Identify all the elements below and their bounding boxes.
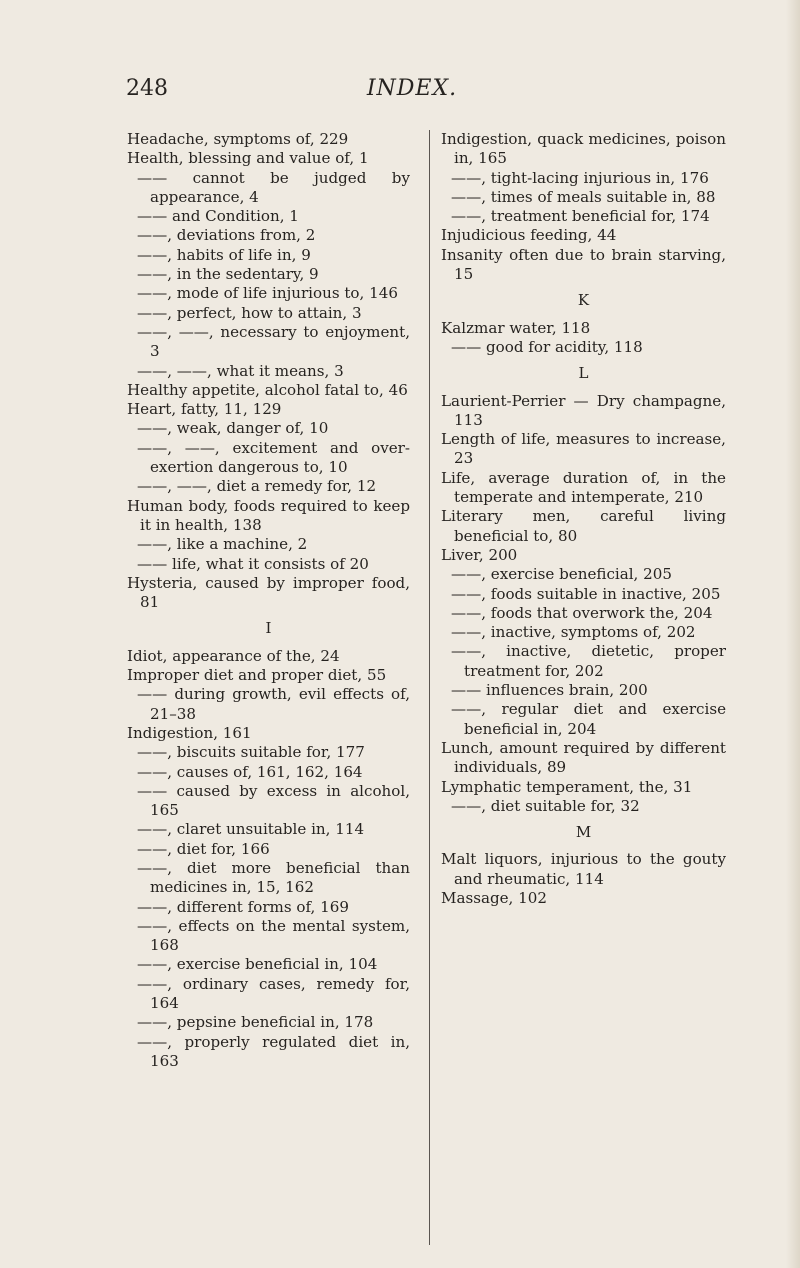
index-entry: Massage, 102 [441, 888, 547, 907]
index-subentry: ——, mode of life injurious to, 146 [137, 284, 398, 303]
index-entry: Hysteria, caused by improper food, 81 [127, 573, 410, 612]
index-subentry: ——, ——, excitement and over-exertion dangerous to, 10 [137, 438, 410, 477]
section-letter: I [265, 619, 272, 638]
index-entry: Indigestion, quack medicines, poison in, 165 [441, 130, 726, 168]
page-header [0, 76, 800, 116]
index-subentry: —— cannot be judged by appearance, 4 [137, 168, 410, 206]
index-entry: Idiot, appearance of the, 24 [127, 646, 340, 665]
index-column-right [429, 130, 726, 1245]
index-subentry: ——, ——, diet a remedy for, 12 [137, 477, 377, 496]
index-entry: Injudicious feeding, 44 [441, 226, 617, 245]
index-subentry: ——, in the sedentary, 9 [137, 265, 319, 284]
index-subentry: ——, times of meals suitable in, 88 [451, 187, 716, 206]
index-subentry: ——, ——, necessary to enjoyment, 3 [137, 322, 410, 361]
index-subentry: —— influences brain, 200 [451, 681, 648, 700]
index-subentry: ——, diet more beneficial than medicines in, 15, 162 [137, 858, 410, 897]
index-subentry: ——, diet for, 166 [137, 839, 270, 858]
index-subentry: ——, foods suitable in inactive, 205 [451, 584, 721, 603]
index-subentry: ——, exercise beneficial in, 104 [137, 955, 378, 974]
section-letter: K [577, 291, 590, 310]
index-subentry: ——, inactive, dietetic, proper treatment for, 202 [451, 642, 726, 680]
index-subentry: ——, ordinary cases, remedy for, 164 [137, 974, 410, 1013]
index-entry: Lymphatic temperament, the, 31 [441, 777, 693, 796]
page-edge-shadow [786, 0, 800, 1268]
index-subentry: ——, foods that overwork the, 204 [451, 603, 713, 622]
index-subentry: ——, deviations from, 2 [137, 226, 316, 245]
index-entry: Liver, 200 [441, 545, 518, 564]
index-subentry: ——, like a machine, 2 [137, 535, 308, 554]
index-entry: Human body, foods required to keep it in health, 138 [127, 496, 410, 534]
index-entry: Kalzmar water, 118 [441, 318, 591, 337]
page-number: 248 [126, 76, 168, 101]
index-subentry: ——, regular diet and exercise beneficial in, 204 [451, 700, 726, 738]
section-letter: M [575, 823, 592, 842]
index-subentry: ——, exercise beneficial, 205 [451, 565, 672, 584]
index-entry: Laurient-Perrier — Dry champagne, 113 [441, 391, 726, 429]
index-subentry: ——, biscuits suitable for, 177 [137, 743, 365, 762]
index-subentry: —— good for acidity, 118 [451, 337, 643, 356]
running-title: INDEX. [366, 76, 458, 101]
index-subentry: ——, causes of, 161, 162, 164 [137, 762, 363, 781]
index-subentry: ——, different forms of, 169 [137, 897, 349, 916]
index-entry: Indigestion, 161 [127, 723, 252, 742]
index-subentry: —— during growth, evil effects of, 21–38 [137, 685, 410, 723]
index-entry: Length of life, measures to increase, 23 [441, 430, 726, 468]
index-entry: Literary men, careful living beneficial to, 80 [441, 507, 726, 545]
index-subentry: ——, effects on the mental system, 168 [137, 916, 410, 955]
index-subentry: —— caused by excess in alcohol, 165 [137, 781, 410, 820]
index-subentry: ——, properly regulated diet in, 163 [137, 1032, 410, 1070]
section-letter: L [578, 364, 589, 383]
index-subentry: ——, diet suitable for, 32 [451, 796, 640, 815]
index-entry: Healthy appetite, alcohol fatal to, 46 [127, 380, 408, 399]
index-subentry: ——, pepsine beneficial in, 178 [137, 1013, 374, 1032]
index-subentry: —— life, what it consists of 20 [137, 554, 369, 573]
index-subentry: ——, weak, danger of, 10 [137, 419, 329, 438]
index-entry: Health, blessing and value of, 1 [127, 149, 369, 168]
index-subentry: ——, habits of life in, 9 [137, 245, 311, 264]
index-subentry: ——, treatment beneficial for, 174 [451, 207, 710, 226]
index-subentry: —— and Condition, 1 [137, 207, 299, 226]
index-entry: Life, average duration of, in the temperate and intemperate, 210 [441, 468, 726, 507]
index-entry: Malt liquors, injurious to the gouty and rheumatic, 114 [441, 850, 726, 888]
index-subentry: ——, perfect, how to attain, 3 [137, 303, 362, 322]
index-subentry: ——, ——, what it means, 3 [137, 361, 344, 380]
index-entry: Heart, fatty, 11, 129 [127, 400, 282, 419]
index-entry: Lunch, amount required by different individuals, 89 [441, 738, 726, 777]
index-entry: Improper diet and proper diet, 55 [127, 666, 387, 685]
index-subentry: ——, tight-lacing injurious in, 176 [451, 168, 709, 187]
index-subentry: ——, claret unsuitable in, 114 [137, 820, 365, 839]
index-entry: Insanity often due to brain starving, 15 [441, 245, 726, 284]
index-column-left [127, 130, 410, 1071]
index-subentry: ——, inactive, symptoms of, 202 [451, 623, 696, 642]
index-entry: Headache, symptoms of, 229 [127, 130, 349, 148]
